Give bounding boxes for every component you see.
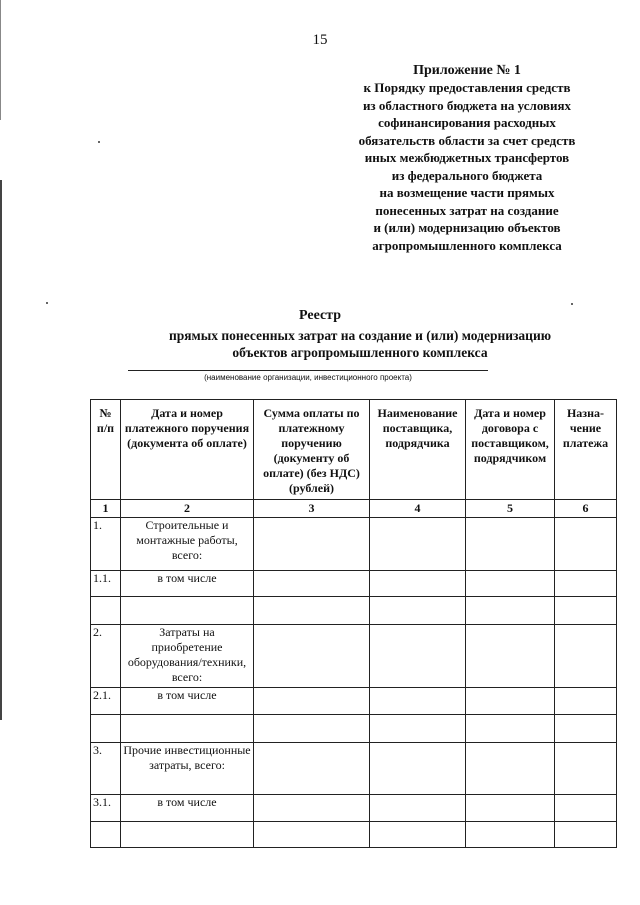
table-row — [91, 518, 617, 571]
header-cell: Дата и номер договора с поставщиком, подрядчиком — [466, 400, 555, 500]
empty-cell — [466, 518, 555, 571]
appendix-line: и (или) модернизацию объектов — [373, 220, 561, 235]
scan-edge — [0, 180, 2, 720]
empty-cell — [555, 743, 617, 795]
row-description — [121, 597, 254, 625]
empty-cell — [254, 688, 370, 715]
column-number: 3 — [254, 500, 370, 518]
registry-subtitle — [90, 327, 630, 361]
appendix-line: обязательств области за счет средств — [358, 132, 576, 148]
empty-cell — [254, 597, 370, 625]
empty-cell — [555, 715, 617, 743]
header-cell: Дата и номер платежного поручения (документа об оплате) — [121, 400, 254, 500]
organization-caption: (наименование организации, инвестиционного проекта) — [204, 373, 412, 382]
appendix-line: из федерального бюджета — [391, 167, 543, 183]
empty-cell — [370, 597, 466, 625]
column-number: 1 — [91, 500, 121, 518]
row-description: Прочие инвестиционные затраты, всего: — [121, 743, 254, 795]
row-description: Затраты на приобретение оборудования/техники, всего: — [121, 625, 254, 688]
empty-cell — [254, 822, 370, 848]
row-number: 1. — [91, 518, 121, 571]
empty-cell — [254, 518, 370, 571]
scan-edge — [0, 0, 1, 120]
column-number: 6 — [555, 500, 617, 518]
table-header-row — [91, 400, 617, 500]
scan-speck — [46, 302, 48, 304]
registry-subtitle-line: прямых понесенных затрат на создание и (или) модернизацию — [168, 328, 552, 343]
row-description: Строительные и монтажные работы, всего: — [121, 518, 254, 571]
row-number — [91, 715, 121, 743]
empty-cell — [254, 625, 370, 688]
empty-cell — [370, 743, 466, 795]
row-number: 2. — [91, 625, 121, 688]
empty-cell — [466, 795, 555, 822]
empty-cell — [370, 688, 466, 715]
appendix-line: на возмещение части прямых — [379, 185, 555, 200]
row-number: 2.1. — [91, 688, 121, 715]
header-cell: Назна- чение платежа — [555, 400, 617, 500]
appendix-line: понесенных затрат на создание — [375, 202, 559, 218]
empty-cell — [555, 571, 617, 597]
column-number: 2 — [121, 500, 254, 518]
table-row — [91, 822, 617, 848]
empty-cell — [370, 715, 466, 743]
scan-speck — [571, 303, 573, 305]
column-number-row — [91, 500, 617, 518]
table-row — [91, 571, 617, 597]
table-row — [91, 597, 617, 625]
appendix-line: агропромышленного комплекса — [372, 237, 562, 253]
empty-cell — [555, 822, 617, 848]
empty-cell — [370, 822, 466, 848]
empty-cell — [466, 597, 555, 625]
empty-cell — [466, 715, 555, 743]
appendix-line: к Порядку предоставления средств — [363, 80, 571, 95]
header-cell: № п/п — [91, 400, 121, 500]
appendix-line: иных межбюджетных трансфертов — [364, 150, 570, 165]
empty-cell — [466, 571, 555, 597]
scan-speck — [98, 141, 100, 143]
column-number: 5 — [466, 500, 555, 518]
empty-cell — [370, 571, 466, 597]
empty-cell — [254, 795, 370, 822]
empty-cell — [370, 795, 466, 822]
appendix-title: Приложение № 1 — [413, 63, 521, 78]
table-row — [91, 625, 617, 688]
header-cell: Наименование поставщика, подрядчика — [370, 400, 466, 500]
empty-cell — [254, 743, 370, 795]
empty-cell — [466, 688, 555, 715]
table-row — [91, 743, 617, 795]
empty-cell — [466, 743, 555, 795]
page-number: 15 — [312, 32, 328, 48]
empty-cell — [254, 715, 370, 743]
row-number — [91, 597, 121, 625]
appendix-line: из областного бюджета на условиях — [362, 97, 572, 113]
empty-cell — [555, 518, 617, 571]
empty-cell — [466, 822, 555, 848]
organization-blank-line — [128, 370, 488, 371]
row-description: в том числе — [121, 571, 254, 597]
row-number: 1.1. — [91, 571, 121, 597]
row-description: в том числе — [121, 688, 254, 715]
table-row — [91, 715, 617, 743]
empty-cell — [370, 518, 466, 571]
table-row — [91, 688, 617, 715]
appendix-block — [340, 62, 594, 254]
row-number: 3. — [91, 743, 121, 795]
registry-title: Реестр — [298, 308, 341, 323]
registry-subtitle-line: объектов агропромышленного комплекса — [232, 345, 488, 360]
header-cell: Сумма оплаты по платежному поручению (документу об оплате) (без НДС) (рублей) — [254, 400, 370, 500]
registry-table — [90, 399, 617, 848]
table-row — [91, 795, 617, 822]
row-description: в том числе — [121, 795, 254, 822]
empty-cell — [370, 625, 466, 688]
appendix-line: софинансирования расходных — [378, 115, 556, 130]
empty-cell — [555, 688, 617, 715]
empty-cell — [555, 795, 617, 822]
row-description — [121, 715, 254, 743]
empty-cell — [466, 625, 555, 688]
empty-cell — [254, 571, 370, 597]
column-number: 4 — [370, 500, 466, 518]
row-description — [121, 822, 254, 848]
row-number — [91, 822, 121, 848]
row-number: 3.1. — [91, 795, 121, 822]
empty-cell — [555, 597, 617, 625]
empty-cell — [555, 625, 617, 688]
